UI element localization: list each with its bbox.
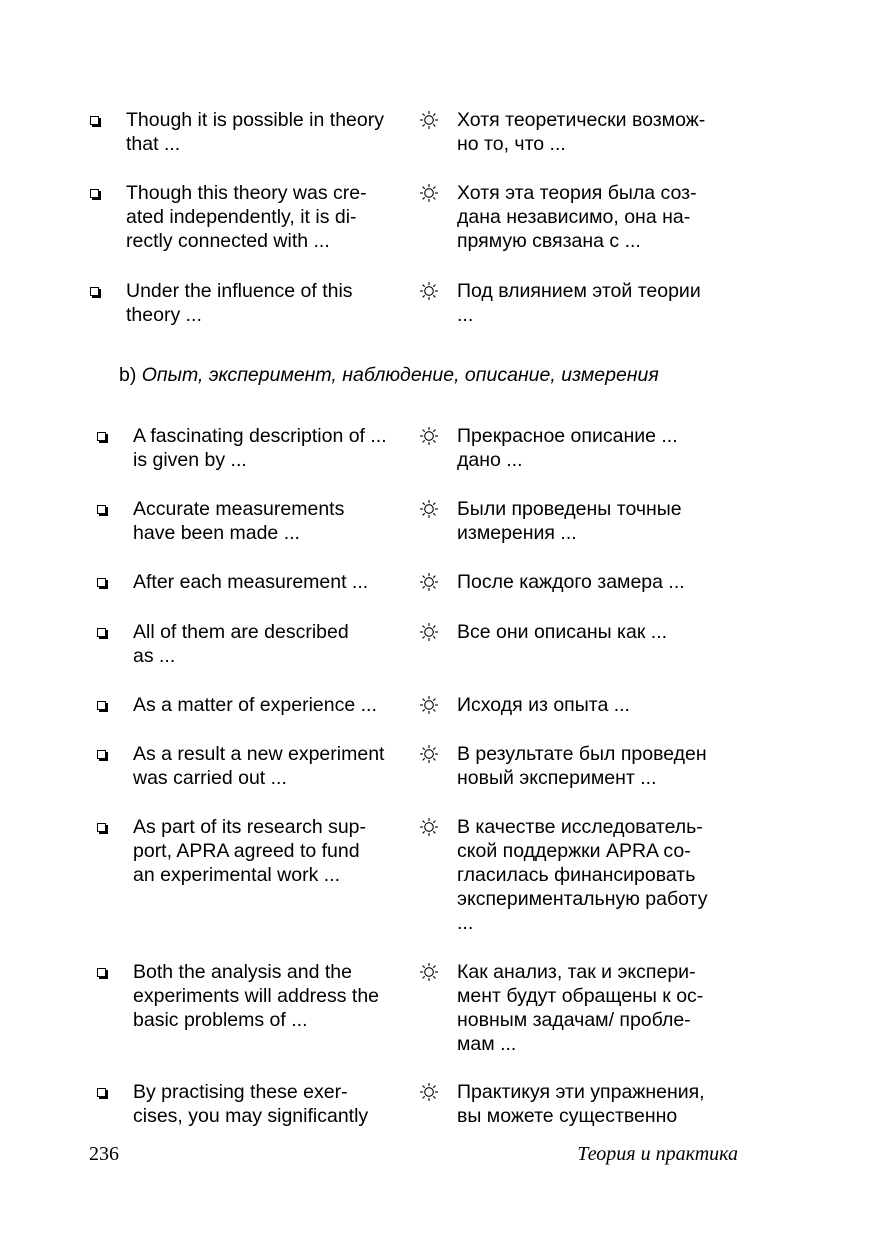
square-bullet-icon [97, 968, 106, 977]
sun-icon [419, 817, 439, 837]
russian-phrase: Исходя из опыта ... [457, 694, 630, 716]
russian-phrase: Хотя эта теория была соз- дана независимо, она на- прямую связана с ... [457, 182, 697, 252]
english-phrase: Though this theory was cre- ated independently, it is di- rectly connected with ... [126, 182, 367, 252]
sun-icon [419, 281, 439, 301]
square-bullet-icon [90, 189, 99, 198]
russian-phrase: Под влиянием этой теории ... [457, 280, 701, 326]
sun-icon [419, 1082, 439, 1102]
russian-phrase: Все они описаны как ... [457, 621, 668, 643]
sun-icon [419, 695, 439, 715]
sun-icon [419, 499, 439, 519]
russian-phrase: В качестве исследователь- ской поддержки APRA со- гласилась финансировать экспериментальную работу ... [457, 816, 708, 934]
running-title: Теория и практика [577, 1143, 738, 1165]
section-heading [119, 363, 659, 387]
english-phrase: A fascinating description of ... is given by ... [133, 425, 387, 471]
section-heading-prefix: b) [119, 364, 137, 386]
russian-phrase: Прекрасное описание ... дано ... [457, 425, 678, 471]
english-phrase: As part of its research sup- port, APRA agreed to fund an experimental work ... [133, 816, 367, 886]
english-phrase: All of them are described as ... [133, 621, 349, 667]
russian-phrase: Практикуя эти упражнения, вы можете существенно [457, 1081, 705, 1127]
sun-icon [419, 572, 439, 592]
square-bullet-icon [97, 432, 106, 441]
sun-icon [419, 183, 439, 203]
sun-icon [419, 962, 439, 982]
russian-phrase: Хотя теоретически возмож- но то, что ... [457, 109, 706, 155]
english-phrase: After each measurement ... [133, 571, 369, 593]
square-bullet-icon [97, 701, 106, 710]
english-phrase: Though it is possible in theory that ... [126, 109, 384, 155]
english-phrase: Under the influence of this theory ... [126, 280, 353, 326]
sun-icon [419, 744, 439, 764]
russian-phrase: В результате был проведен новый эксперимент ... [457, 743, 707, 789]
sun-icon [419, 622, 439, 642]
square-bullet-icon [97, 628, 106, 637]
section-heading-title: Опыт, эксперимент, наблюдение, описание, измерения [141, 364, 659, 386]
page-number: 236 [89, 1143, 119, 1165]
square-bullet-icon [97, 823, 106, 832]
square-bullet-icon [97, 750, 106, 759]
english-phrase: Accurate measurements have been made ... [133, 498, 345, 544]
russian-phrase: Как анализ, так и экспери- мент будут обращены к ос- новным задачам/ пробле- мам ... [457, 961, 704, 1055]
square-bullet-icon [90, 287, 99, 296]
english-phrase: By practising these exer- cises, you may significantly [133, 1081, 369, 1127]
english-phrase: As a result a new experiment was carried out ... [133, 743, 385, 789]
square-bullet-icon [97, 578, 106, 587]
russian-phrase: После каждого замера ... [457, 571, 685, 593]
square-bullet-icon [90, 116, 99, 125]
english-phrase: Both the analysis and the experiments will address the basic problems of ... [133, 961, 380, 1031]
sun-icon [419, 426, 439, 446]
square-bullet-icon [97, 1088, 106, 1097]
russian-phrase: Были проведены точные измерения ... [457, 498, 682, 544]
english-phrase: As a matter of experience ... [133, 694, 377, 716]
square-bullet-icon [97, 505, 106, 514]
sun-icon [419, 110, 439, 130]
